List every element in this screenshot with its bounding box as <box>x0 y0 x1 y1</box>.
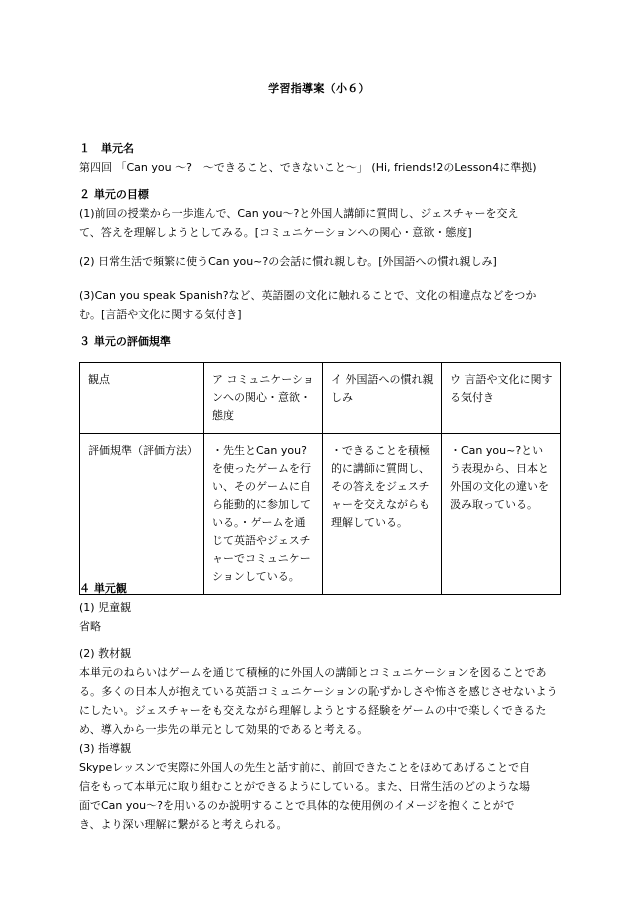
teaching-view-line-2: 信をもって本単元に取り組むことができるようにしている。また、日常生活のどのような場 <box>79 780 530 793</box>
goal-1-line-2: て、答えを理解しようとしてみる。[コミュニケーションへの関心・意欲・態度] <box>79 226 472 239</box>
table-cell: ・できることを積極的に講師に質問し、その答えをジェスチャーを交えながらも理解している。 <box>323 434 442 595</box>
table-cell: ・先生とCan you?を使ったゲームを行い、そのゲームに自ら能動的に参加している。・ゲームを通じて英語やジェスチャーでコミュニケーションしている。 <box>204 434 323 595</box>
material-view <box>79 644 561 663</box>
section-unit-view <box>79 579 561 636</box>
section-heading: ３ 単元の評価規準 <box>79 335 171 348</box>
subsection-heading: (3) 指導観 <box>79 742 132 755</box>
section-unit-goals <box>79 185 561 242</box>
subsection-text: 省略 <box>79 620 101 633</box>
table-row <box>80 434 561 595</box>
goal-3-line-1: (3)Can you speak Spanish?など、英語圏の文化に触れることで、文化の相違点などをつか <box>79 289 537 302</box>
subsection-heading: (2) 教材観 <box>79 647 132 660</box>
teaching-view <box>79 739 561 834</box>
table-header-cell: 観点 <box>80 363 204 434</box>
table-cell: 評価規準（評価方法） <box>80 434 204 595</box>
goal-1-line-1: (1)前回の授業から一歩進んで、Can you～?と外国人講師に質問し、ジェスチャーを交え <box>79 207 519 220</box>
table-header-cell: イ 外国語への慣れ親しみ <box>323 363 442 434</box>
unit-name-text: 第四回 「Can you ～? ～できること、できないこと～」 (Hi, friends!2のLesson4に準拠) <box>79 161 537 174</box>
table-cell: ・Can you~?という表現から、日本と外国の文化の違いを汲み取っている。 <box>442 434 561 595</box>
table-header-row <box>80 363 561 434</box>
teaching-view-line-4: き、より深い理解に繋がると考えられる。 <box>79 818 288 831</box>
material-view-text: 本単元のねらいはゲームを通じて積極的に外国人の講師とコミュニケーションを図ることである。多くの日本人が抱えている英語コミュニケーションの恥ずかしさや怖さを感じさせないようにしたい。ジェスチャーをも交えながら理解しようとする経験をゲームの中で楽しくできるため、導入から一歩先の単元として効果的であると考える。 <box>79 666 558 736</box>
section-evaluation-criteria <box>79 332 561 351</box>
subsection-heading: (1) 児童観 <box>79 601 132 614</box>
evaluation-table <box>79 362 561 595</box>
goal-3-line-2: む。[言語や文化に関する気付き] <box>79 308 242 321</box>
section-heading: ２ 単元の目標 <box>79 188 149 201</box>
table-header-cell: ウ 言語や文化に関する気付き <box>442 363 561 434</box>
goal-2 <box>79 252 561 271</box>
goal-3 <box>79 286 561 324</box>
section-heading: ４ 単元観 <box>79 582 127 595</box>
teaching-view-line-1: Skypeレッスンで実際に外国人の先生と話す前に、前回できたことをほめてあげることで自 <box>79 761 531 774</box>
document-title: 学習指導案（小６） <box>268 82 370 95</box>
section-heading: １ 単元名 <box>79 142 134 155</box>
goal-2-text: (2) 日常生活で頻繁に使うCan you~?の会話に慣れ親しむ。[外国語への慣れ親しみ] <box>79 255 497 268</box>
table-header-cell: ア コミュニケーションへの関心・意欲・態度 <box>204 363 323 434</box>
section-unit-name <box>79 139 561 177</box>
teaching-view-line-3: 面でCan you～?を用いるのか説明することで具体的な使用例のイメージを抱くことがで <box>79 799 515 812</box>
